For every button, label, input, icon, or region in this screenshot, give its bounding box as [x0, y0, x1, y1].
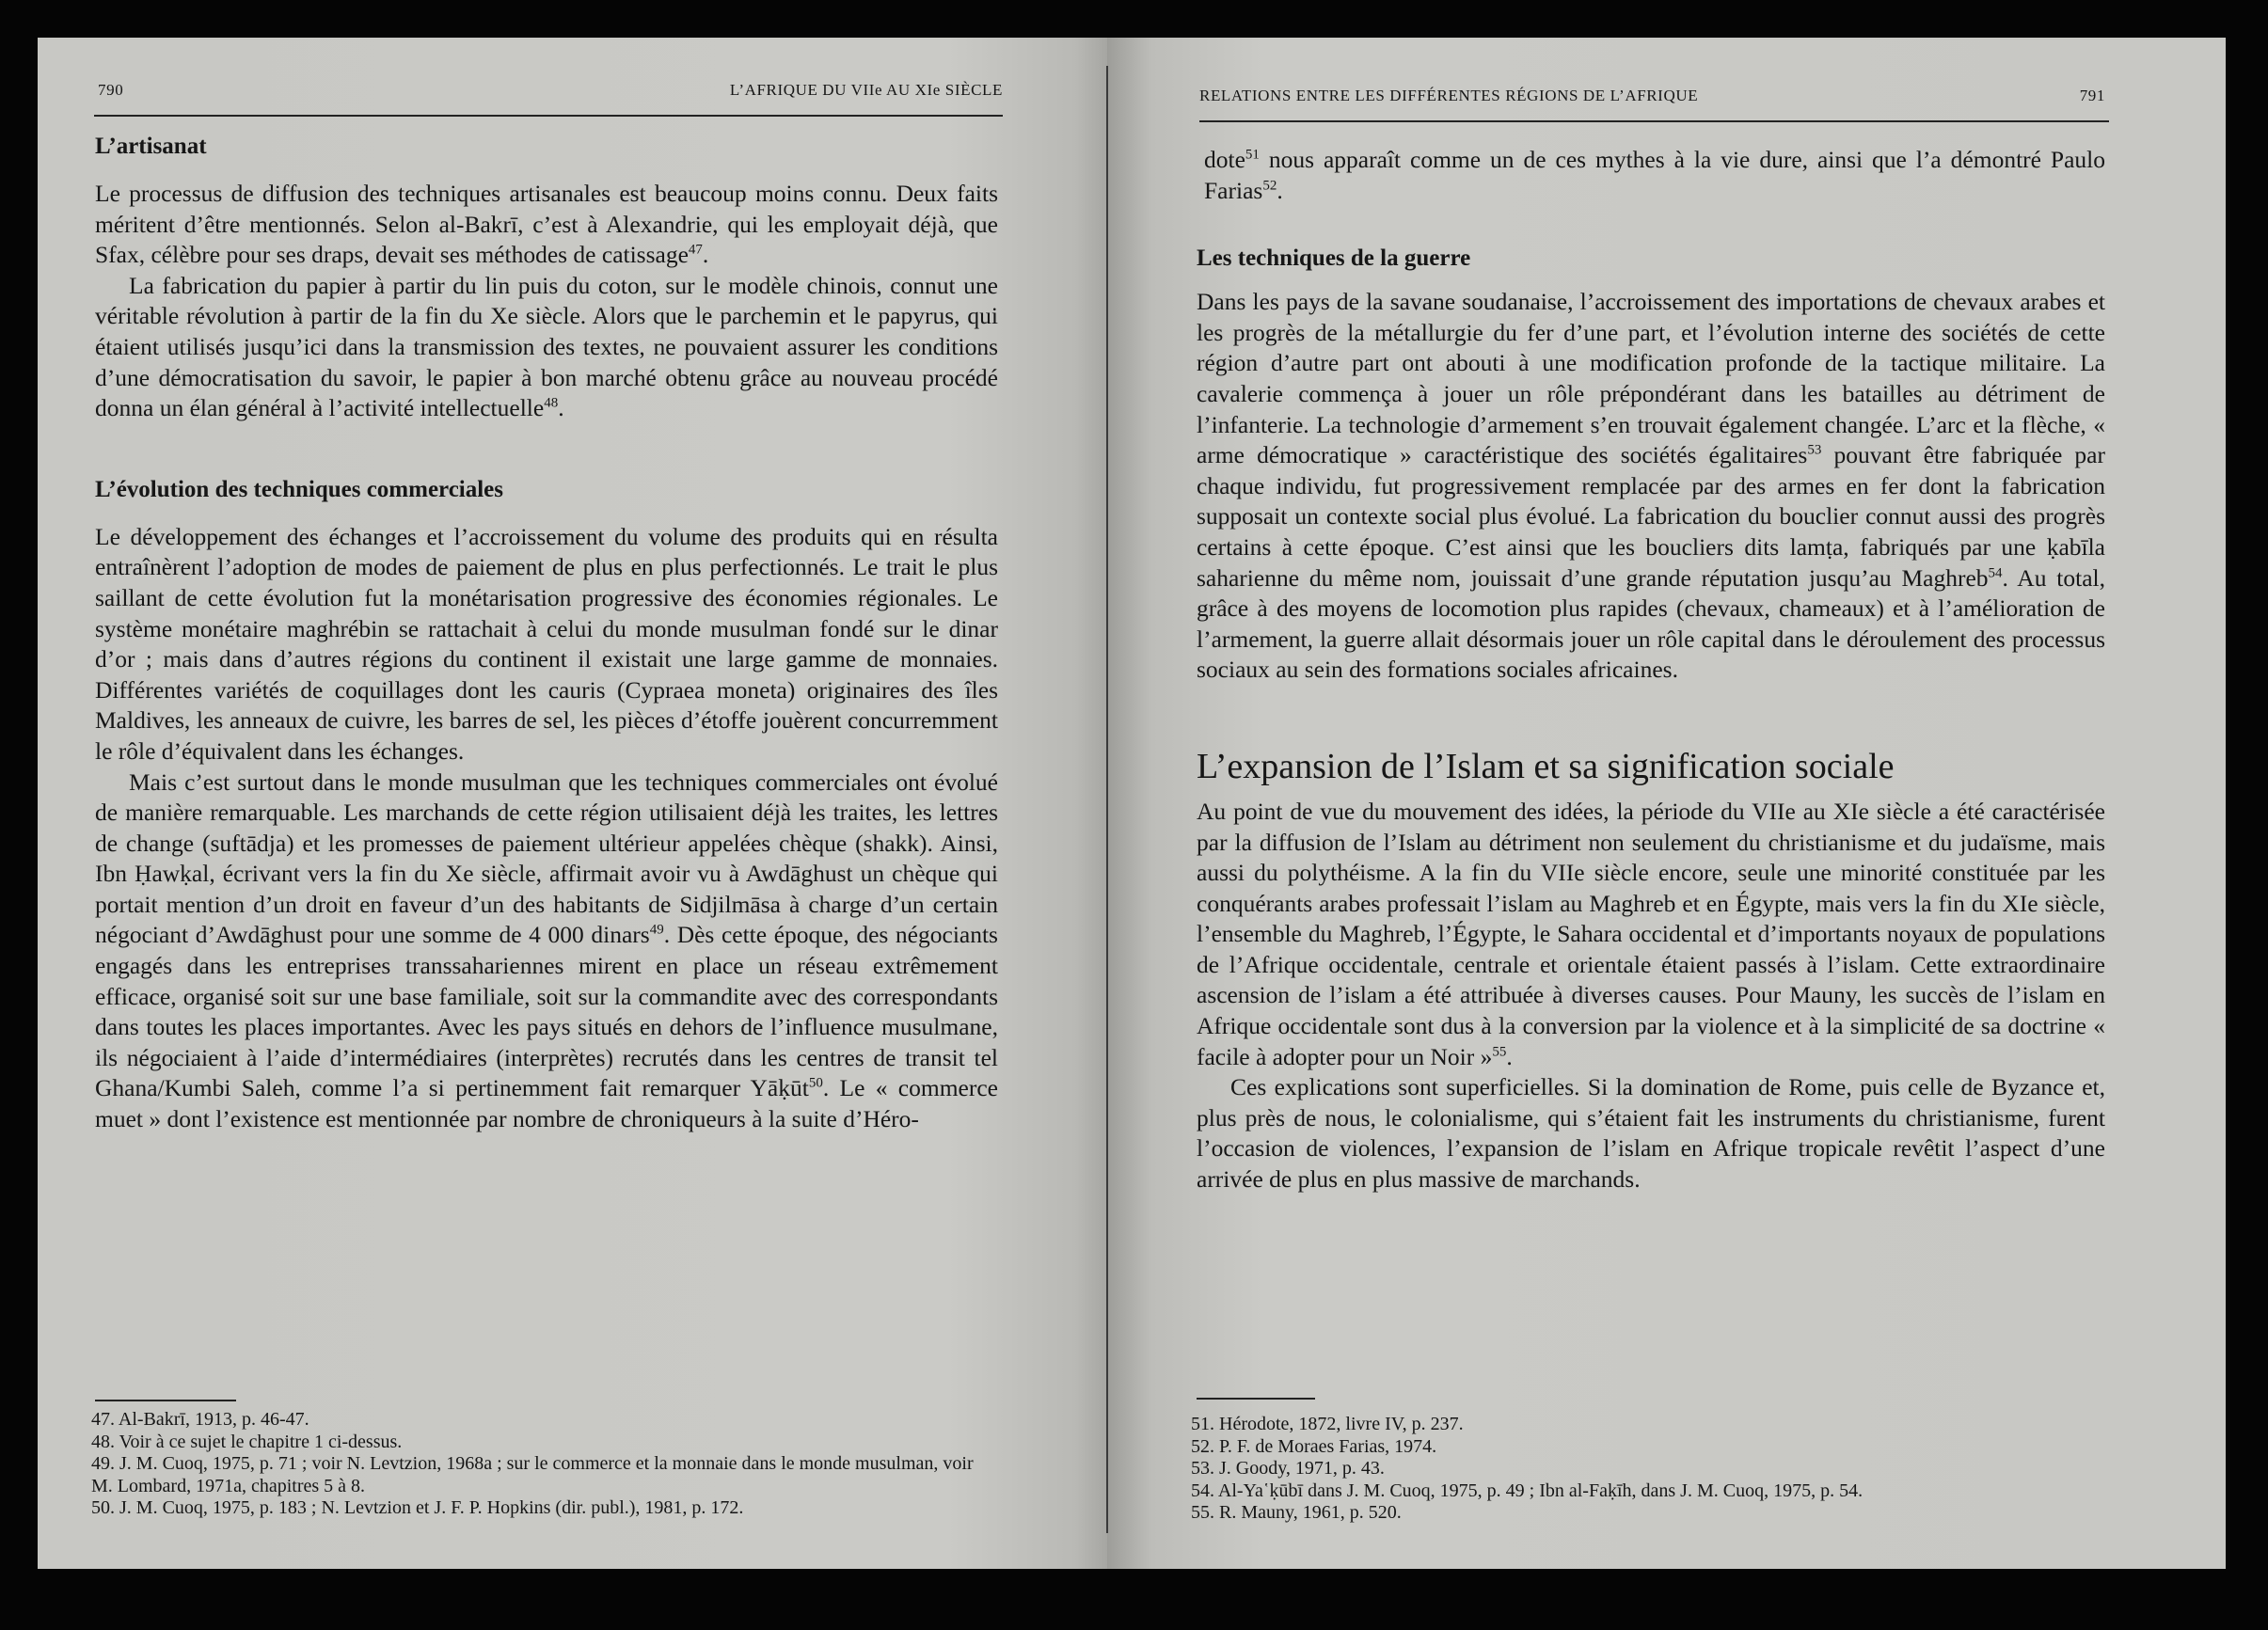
note-ref-53[interactable]: 53	[1807, 442, 1822, 458]
note-ref-54[interactable]: 54	[1988, 565, 2003, 581]
paragraph-continuation: dote$^{51}$ nous apparaît comme un de ces mythes à la vie dure, ainsi que l’a démontré Paulo Farias$^{52}$.	[1204, 146, 2105, 204]
note-ref-49[interactable]: 49	[649, 922, 664, 938]
footnote-52: 52. P. F. de Moraes Farias, 1974.	[1191, 1435, 1437, 1457]
right-running-title: RELATIONS ENTRE LES DIFFÉRENTES RÉGIONS DE L’AFRIQUE	[1199, 87, 1699, 104]
right-footnotes	[1191, 1414, 2103, 1525]
paragraph-islam-1: Au point de vue du mouvement des idées, la période du VIIe au XIe siècle a été caractérisée par la diffusion de l’Islam au détriment non seulement du christianisme et du judaïsme, mais aussi du polythéisme. A la fin du VIIe siècle encore, seule une minorité constituée par les conquérants arabes professait l’islam au Maghreb et en Égypte, mais vers la fin du XIe siècle, l’ensemble du Maghreb, l’Égypte, le Sahara occidental et d’importants noyaux de populations de l’Afrique occidentale, centrale et orientale étaient passés à l’islam. Cette extraordinaire ascension de l’islam a été attribuée à diverses causes. Pour Mauny, les succès de l’islam en Afrique occidentale sont dus à la conversion par la violence et à la simplicité de sa doctrine « facile à adopter pour un Noir »$^{55}$.	[1197, 797, 2105, 1070]
left-running-title: L’AFRIQUE DU VIIe AU XIe SIÈCLE	[729, 81, 1003, 99]
note-ref-50[interactable]: 50	[808, 1075, 823, 1091]
right-running-head	[1199, 87, 2109, 122]
note-ref-52[interactable]: 52	[1262, 178, 1277, 194]
note-ref-47[interactable]: 47	[688, 242, 703, 258]
heading-techniques-commerciales: L’évolution des techniques commerciales	[95, 476, 504, 502]
footnote-51: 51. Hérodote, 1872, livre IV, p. 237.	[1191, 1414, 1464, 1434]
left-footnote-rule	[95, 1400, 236, 1401]
paragraph-commerce-2: Mais c’est surtout dans le monde musulman que les techniques commerciales ont évolué de manière remarquable. Les marchands de cette région utilisaient déjà les traites, les lettres de change (suftādja) et les promesses de paiement ultérieur appelées chèque (shakk). Ainsi, Ibn Ḥawḳal, écrivant vers la fin du Xe siècle, affirmait avoir vu à Awdāghust un chèque qui portait mention d’un droit en faveur d’un des habitants de Sidjilmāsa à charge d’un certain négociant d’Awdāghust pour une somme de 4 000 dinars$^{49}$. Dès cette époque, des négociants engagés dans les entreprises transsahariennes mirent en place un réseau extrêmement efficace, organisé soit sur une base familiale, soit sur la commandite avec des correspondants dans toutes les places importantes. Avec les pays situés en dehors de l’influence musulmane, ils négociaient à l’aide d’intermédiaires (interprètes) recrutés dans les centres de transit tel Ghana/Kumbi Saleh, comme l’a si pertinemment fait remarquer Yāḳūt$^{50}$. Le « commerce muet » dont l’existence est mentionnée par nombre de chroniqueurs à la suite d’Héro-	[95, 768, 998, 1133]
footnote-47: 47. Al-Bakrī, 1913, p. 46-47.	[91, 1409, 309, 1430]
footnote-48: 48. Voir à ce sujet le chapitre 1 ci-dessus.	[91, 1431, 403, 1452]
right-main-column	[1197, 145, 2105, 1195]
paragraph-artisanat-2: La fabrication du papier à partir du lin puis du coton, sur le modèle chinois, connut une véritable révolution à partir de la fin du Xe siècle. Alors que le parchemin et le papyrus, qui étaient utilisés jusqu’ici dans la transmission des textes, ne pouvaient assurer les conditions d’une démocratisation du savoir, le papier à bon marché obtenu grâce au nouveau procédé donna un élan général à l’activité intellectuelle$^{48}$.	[95, 271, 998, 422]
left-footnotes	[91, 1409, 999, 1520]
note-ref-51[interactable]: 51	[1245, 147, 1260, 163]
left-running-head	[94, 81, 1003, 117]
footnote-49: 49. J. M. Cuoq, 1975, p. 71 ; voir N. Levtzion, 1968a ; sur le commerce et la monnaie dans le monde musulman, voir M. Lombard, 1971a, chapitres 5 à 8.	[91, 1453, 974, 1496]
right-page-number: 791	[2079, 87, 2105, 104]
note-ref-55[interactable]: 55	[1492, 1044, 1507, 1060]
footnote-55: 55. R. Mauny, 1961, p. 520.	[1191, 1502, 1402, 1523]
paragraph-islam-2: Ces explications sont superficielles. Si la domination de Rome, puis celle de Byzance et, plus près de nous, le colonialisme, qui s’étaient fait les instruments du christianisme, furent l’occasion de violences, l’expansion de l’islam en Afrique tropicale revêtit l’aspect d’une arrivée de plus en plus massive de marchands.	[1197, 1073, 2105, 1194]
paragraph-artisanat-1: Le processus de diffusion des techniques artisanales est beaucoup moins connu. Deux faits méritent d’être mentionnés. Selon al-Bakrī, c’est à Alexandrie, qui les employait déjà, que Sfax, célèbre pour ses draps, devait ses méthodes de catissage$^{47}$.	[95, 180, 998, 269]
heading-artisanat: L’artisanat	[95, 134, 207, 159]
footnote-50: 50. J. M. Cuoq, 1975, p. 183 ; N. Levtzion et J. F. P. Hopkins (dir. publ.), 1981, p. 172.	[91, 1497, 744, 1518]
paragraph-guerre: Dans les pays de la savane soudanaise, l’accroissement des importations de chevaux arabes et les progrès de la métallurgie du fer d’une part, et l’évolution interne des sociétés de cette région d’autre part ont abouti à une modification profonde de la tactique militaire. La cavalerie commença à jouer un rôle prépondérant dans les batailles au détriment de l’infanterie. La technologie d’armement s’en trouvait également changée. L’arc et la flèche, « arme démocratique » caractéristique des sociétés égalitaires$^{53}$ pouvant être fabriquée par chaque individu, fut progressivement remplacée par des armes en fer dont la fabrication supposait un contexte social plus évolué. La fabrication du bouclier connut aussi des progrès certains à cette époque. C’est ainsi que les boucliers dits lamṭa, fabriqués par une ḳabīla saharienne du même nom, jouissait d’une grande réputation jusqu’au Maghreb$^{54}$. Au total, grâce à des moyens de locomotion plus rapides (chevaux, chameaux) et à l’amélioration de l’armement, la guerre allait désormais jouer un rôle capital dans le déroulement des processus sociaux au sein des formations sociales africaines.	[1197, 288, 2105, 684]
paragraph-commerce-1: Le développement des échanges et l’accroissement du volume des produits qui en résulta entraînèrent l’adoption de modes de paiement de plus en plus perfectionnés. Le trait le plus saillant de cette évolution fut la monétarisation progressive des économies régionales. Le système monétaire maghrébin se rattachait à celui du monde musulman fondé sur le dinar d’or ; mais dans d’autres régions du continent il existait une large gamme de monnaies. Différentes variétés de coquillages dont les cauris (Cypraea moneta) originaires des îles Maldives, les anneaux de cuivre, les barres de sel, les pièces d’étoffe jouèrent concurremment le rôle d’équivalent dans les échanges.	[95, 522, 998, 765]
heading-techniques-guerre: Les techniques de la guerre	[1197, 245, 1471, 272]
right-footnote-rule	[1197, 1398, 1315, 1400]
note-ref-48[interactable]: 48	[544, 395, 559, 411]
heading-expansion-islam: L’expansion de l’Islam et sa signification sociale	[1197, 746, 1895, 786]
footnote-54: 54. Al-Ya῾ḳūbī dans J. M. Cuoq, 1975, p. 49 ; Ibn al-Faḳīh, dans J. M. Cuoq, 1975, p. 54.	[1191, 1480, 1864, 1501]
book-gutter	[1106, 66, 1108, 1533]
left-main-column	[95, 132, 998, 1135]
footnote-53: 53. J. Goody, 1971, p. 43.	[1191, 1458, 1385, 1479]
left-page-number: 790	[98, 81, 124, 99]
